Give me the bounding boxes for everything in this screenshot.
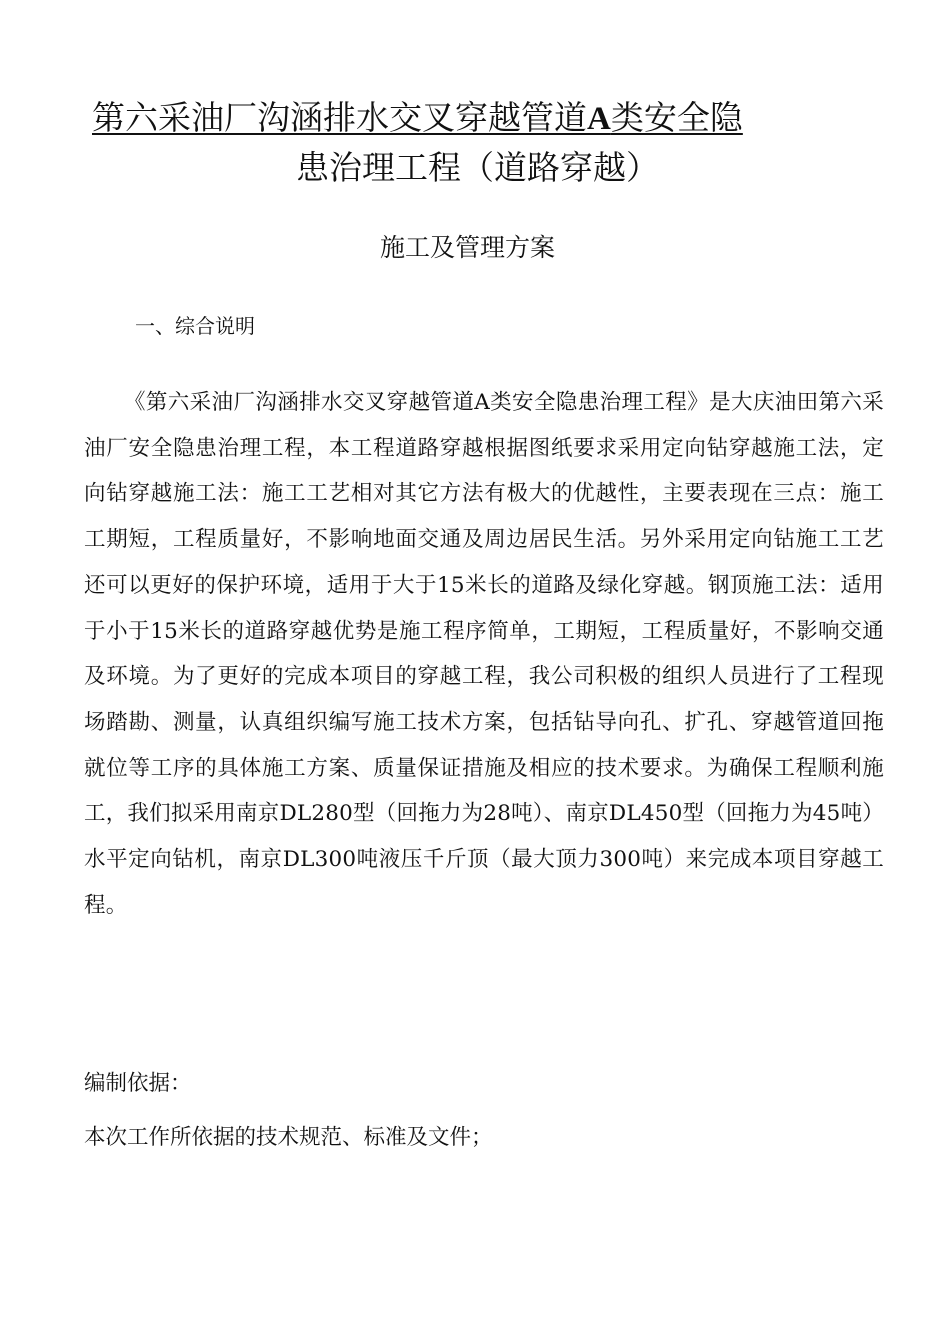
title-text-letter: A xyxy=(587,101,611,137)
document-title-line-1 xyxy=(92,92,792,145)
title-text-part-1: 第六采油厂沟涵排水交叉穿越管道 xyxy=(92,98,587,137)
document-title-line-2: 患治理工程（道路穿越） xyxy=(296,148,659,187)
basis-label: 编制依据： xyxy=(84,1071,192,1096)
title-text-part-2: 类安全隐 xyxy=(610,98,743,137)
body-paragraph: 《第六采油厂沟涵排水交叉穿越管道A类安全隐患治理工程》是大庆油田第六采油厂安全隐患治理工程，本工程道路穿越根据图纸要求采用定向钻穿越施工法，定向钻穿越施工法：施工工艺相对其它方法有极大的优越性，主要表现在三点：施工工期短，工程质量好，不影响地面交通及周边居民生活。另外采用定向钻施工工艺还可以更好的保护环境，适用于大于15米长的道路及绿化穿越。钢顶施工法：适用于小于15米长的道路穿越优势是施工程序简单，工期短，工程质量好，不影响交通及环境。为了更好的完成本项目的穿越工程，我公司积极的组织人员进行了工程现场踏勘、测量，认真组织编写施工技术方案，包括钻导向孔、扩孔、穿越管道回拖就位等工序的具体施工方案、质量保证措施及相应的技术要求。为确保工程顺利施工，我们拟采用南京DL280型（回拖力为28吨）、南京DL450型（回拖力为45吨）水平定向钻机，南京DL300吨液压千斤顶（最大顶力300吨）来完成本项目穿越工程。 xyxy=(84,390,884,918)
basis-text: 本次工作所依据的技术规范、标准及文件； xyxy=(84,1125,493,1150)
section-heading: 一、综合说明 xyxy=(135,314,255,338)
document-subtitle: 施工及管理方案 xyxy=(380,233,556,262)
